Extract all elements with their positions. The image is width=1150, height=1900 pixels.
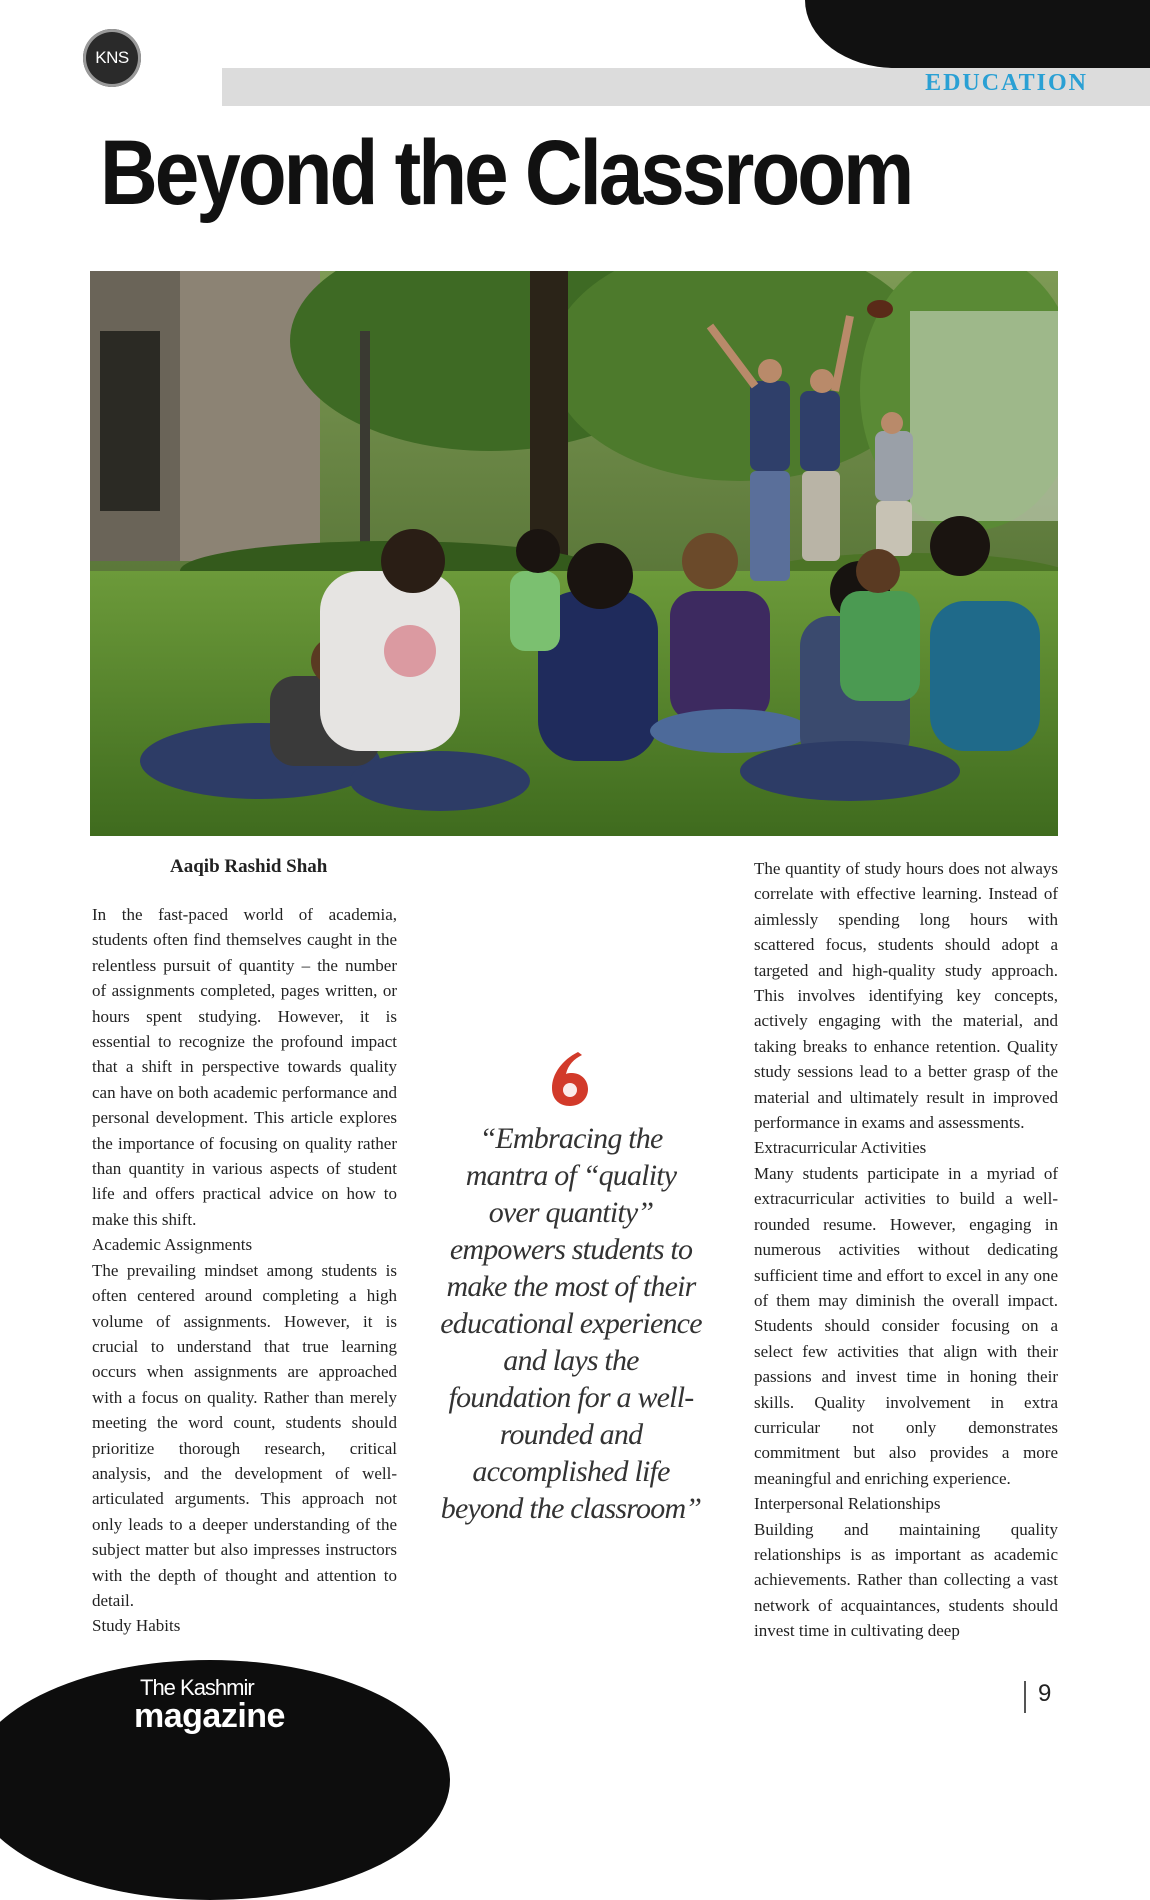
magazine-logo-top: The Kashmir (140, 1675, 254, 1700)
paragraph: In the fast-paced world of academia, students often find themselves caught in the relentless pursuit of quantity – the number of assignments completed, pages written, or hours spent studying. However, it is essential to recognize the profound impact that a shift in perspective towards quality can have on both academic performance and personal development. This article explores the importance of focusing on quality rather than quantity in various aspects of student life and offers practical advice on how to make this shift. (92, 905, 397, 1229)
left-column (92, 902, 397, 1639)
subheading: Interpersonal Relationships (754, 1494, 941, 1514)
quote-mark-icon (548, 1050, 592, 1108)
article-title: Beyond the Classroom (100, 121, 912, 224)
subheading: Academic Assignments (92, 1235, 253, 1255)
header-corner-shape (805, 0, 1150, 68)
kns-logo: KNS (83, 29, 141, 87)
students-on-lawn-photo (90, 271, 1058, 836)
pull-quote: “Embracing the mantra of “quality over quantity” empowers students to make the most of their educational experience and lays the foundation for a well-rounded and accomplished life beyond the classroom” (440, 1122, 702, 1525)
paragraph: Many students participate in a myriad of extracurricular activities to build a well-rounded resume. However, engaging in numerous activities without dedicating sufficient time and effort to excel in any one of them may diminish the overall impact. Students should consider focusing on a select few activities that align with their passions and invest time in honing their skills. Quality involvement in extra curricular not only demonstrates commitment but also provides a more meaningful and enriching experience. (754, 1163, 1058, 1488)
subheading: Extracurricular Activities (754, 1138, 927, 1158)
paragraph: The prevailing mindset among students is often centered around completing a high volume of assignments. However, it is crucial to understand that true learning occurs when assignments are approached with a focus on quality. Rather than merely meeting the word count, students should prioritize thorough research, critical analysis, and the development of well-articulated arguments. This approach not only leads to a deeper understanding of the subject matter but also impresses instructors with the depth of thought and attention to detail. (92, 1260, 397, 1610)
paragraph: The quantity of study hours does not always correlate with effective learning. Instead of aimlessly spending long hours with scattered focus, students should adopt a targeted and high-quality study approach. This involves identifying key concepts, actively engaging with the material, and taking breaks to enhance retention. Quality study sessions lead to a better grasp of the material and ultimately result in improved performance in exams and assessments. (754, 859, 1058, 1133)
page-number: 9 (1038, 1680, 1052, 1707)
article-photo (90, 271, 1058, 836)
right-column (754, 856, 1058, 1644)
subheading: Study Habits (92, 1616, 181, 1636)
author-byline: Aaqib Rashid Shah (170, 856, 328, 877)
paragraph: Building and maintaining quality relationships is as important as academic achievements. Rather than collecting a vast network of acquaintances, students should invest time in cultivating deep (754, 1519, 1058, 1641)
section-label: EDUCATION (925, 70, 1088, 96)
page-number-divider (1024, 1681, 1026, 1713)
magazine-logo-bottom: magazine (134, 1697, 285, 1735)
